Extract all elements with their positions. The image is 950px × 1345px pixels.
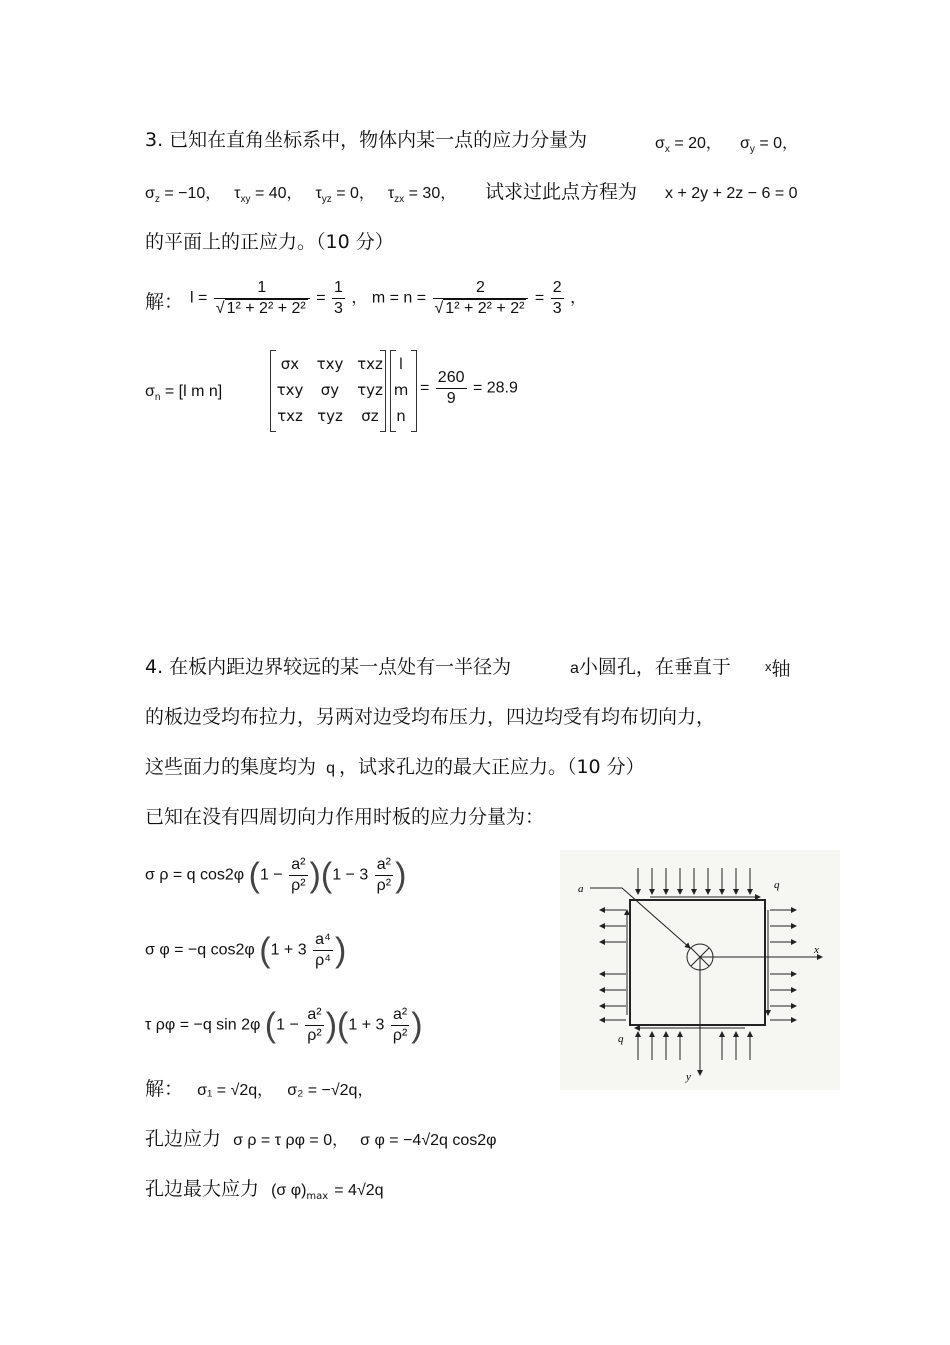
q4-line4: 已知在没有四周切向力作用时板的应力分量为： — [145, 806, 545, 828]
q3-line1 — [145, 128, 587, 152]
plate-figure — [560, 850, 840, 1090]
q3-sy: $\sigma_y = 0$， — [740, 135, 799, 155]
q4-line1-end: $^x$轴 — [765, 658, 791, 680]
q3-sx: $\sigma_x = 20$， — [655, 135, 722, 155]
eq-tau-rho-phi: τ ρφ = −q sin 2φ (1 − $\frac{\text{a²}}{\text{ρ²}}$ )(1 + 3 $\frac{\text{a²}}{\text{ρ²}}$ ) — [145, 1006, 423, 1045]
vector-bracket-right — [411, 350, 417, 432]
sigma-n-lhs: $\sigma_n = [l$ m n] — [145, 383, 223, 403]
q3-direction-cosines: l = $\frac{1}{\text{√ 1² + 2² + 2²}}$ = $\frac{1}{3}$ ， m = n = $\frac{2}{\text{√ 1² + 2² + 2²}}$ = $\frac{2}{3}$ ， — [190, 279, 587, 317]
stress-matrix: σx τxy τxz τxy σy τyz τxz τyz σz — [276, 355, 383, 425]
q4-hole-stress: 孔边应力 σ ρ = τ ρφ = 0， σ φ = −4√2q cos2φ — [145, 1128, 497, 1150]
eq-sigma-phi: σ φ = −q cos2φ (1 + 3 $\frac{\text{a⁴}}{\text{ρ⁴}}$ ) — [145, 931, 347, 970]
label-q-top: q — [774, 879, 780, 891]
q4-line2: 的板边受均布拉力，另两对边受均布压力，四边均受有均布切向力， — [145, 706, 716, 728]
q3-line2-text: 试求过此点方程为 — [485, 181, 638, 203]
label-y: y — [686, 1071, 691, 1083]
q3-line2: $\sigma_z = -10$， $\tau_{xy} = 40$， $\tau_{yz} = 0$， $\tau_{zx} = 30$， — [145, 185, 457, 205]
q4-line1: 4. 在板内距边界较远的某一点处有一半径为 — [145, 656, 512, 678]
mn-fraction: $\frac{2}{\text{√ 1² + 2² + 2²}}$ — [433, 278, 529, 319]
l-fraction: $\frac{1}{\text{√ 1² + 2² + 2²}}$ — [214, 278, 310, 319]
q4-line3: 这些面力的集度均为 q ，试求孔边的最大正应力。（10 分） — [145, 756, 645, 778]
matrix-bracket-right — [380, 350, 386, 432]
sigma-n-result: = $\frac{260}{9}$ = 28.9 — [420, 369, 518, 407]
eq-sigma-rho: σ ρ = q cos2φ (1 − $\frac{\text{a²}}{\text{ρ²}}$ )(1 − 3 $\frac{\text{a²}}{\text{ρ²}}$ ) — [145, 856, 407, 895]
q4-line1-rest: a小圆孔，在垂直于 — [570, 656, 731, 678]
label-x: x — [814, 944, 819, 956]
q3-plane-eq: x + 2y + 2z − 6 = 0 — [665, 185, 798, 202]
direction-vector: l m n — [393, 355, 409, 425]
q3-solution-label: 解： — [145, 291, 184, 313]
q3-line3: 的平面上的正应力。（10 分） — [145, 231, 394, 253]
q4-max-stress: 孔边最大应力 (σ $\varphi)_{max} = 4√2q$ — [145, 1178, 384, 1202]
q4-solution: 解： σ₁ = √2q， σ₂ = −√2q， — [145, 1078, 374, 1100]
label-q-bottom: q — [618, 1033, 624, 1045]
label-a: a — [578, 883, 584, 895]
q3-prompt: 3. 已知在直角坐标系中，物体内某一点的应力分量为 — [145, 129, 588, 151]
